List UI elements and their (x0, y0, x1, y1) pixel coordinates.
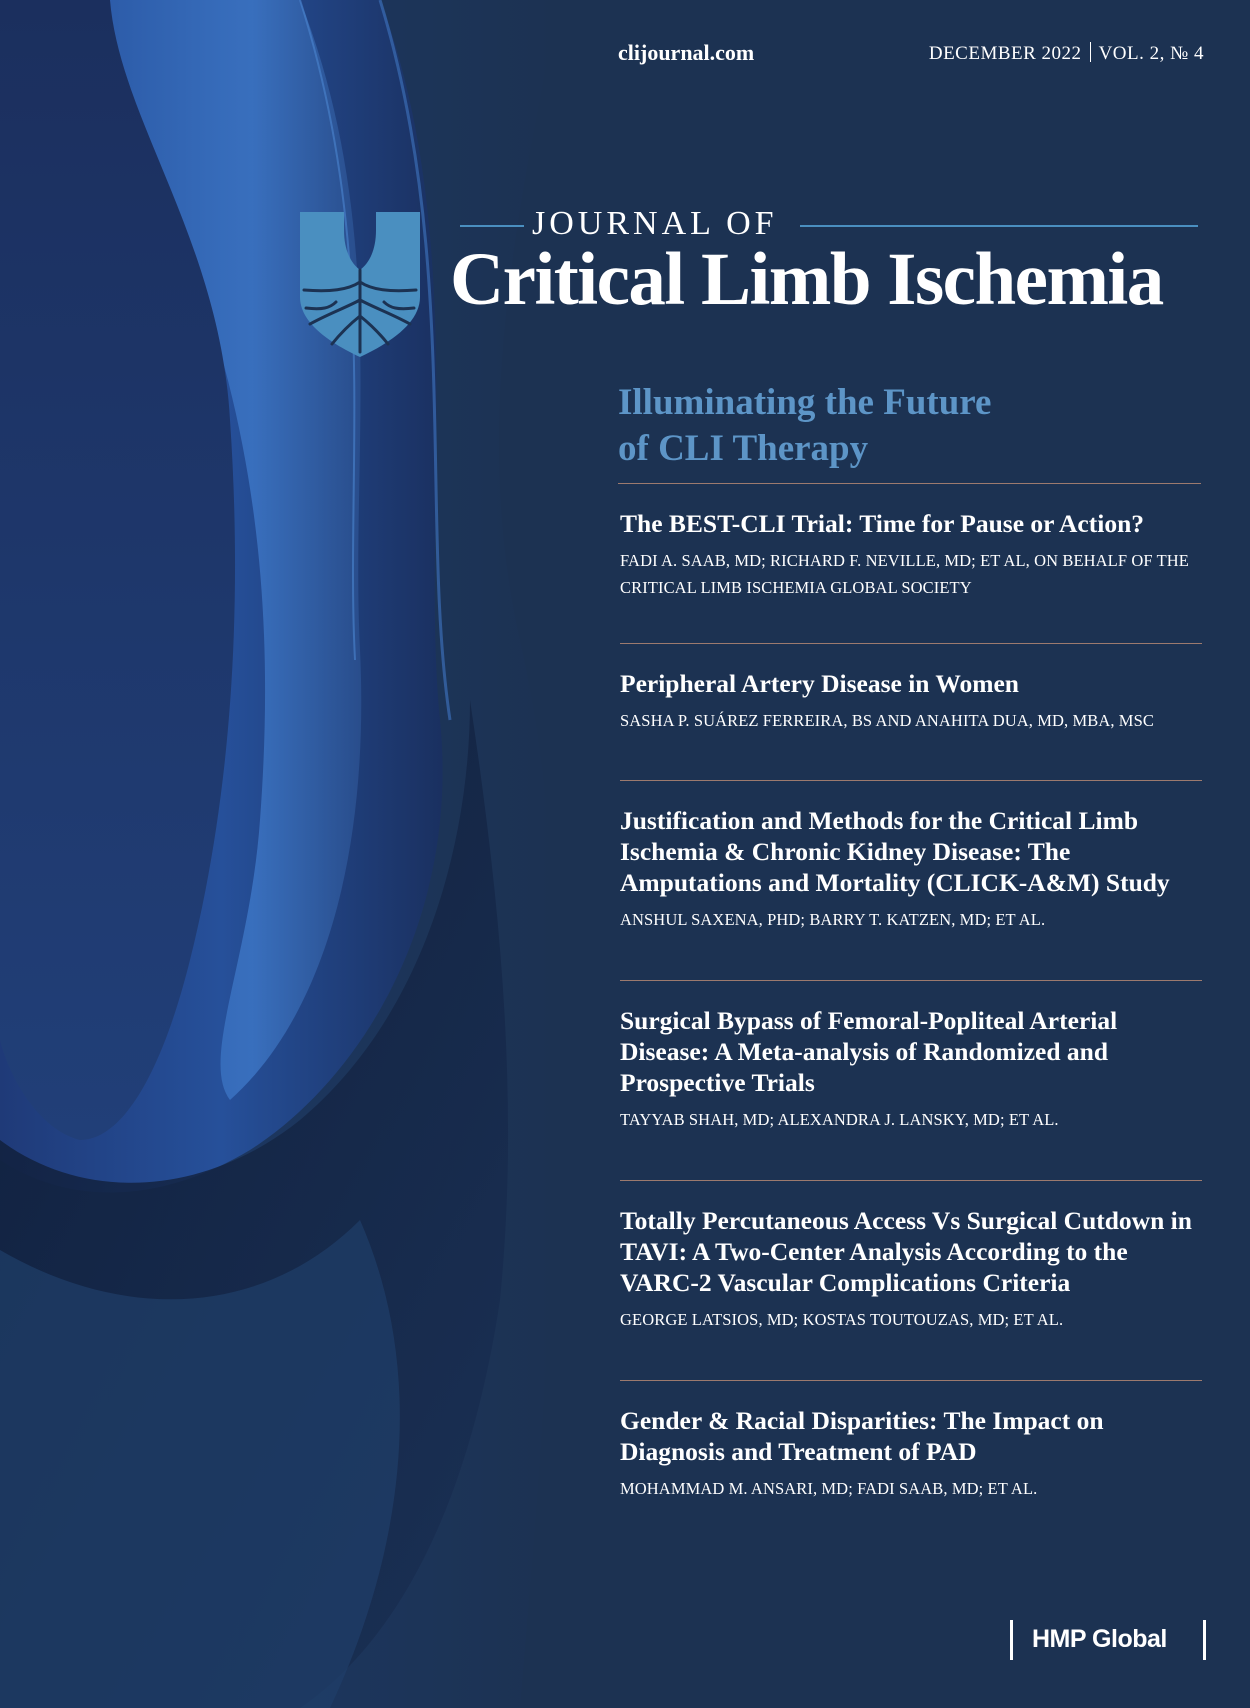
journal-title: Critical Limb Ischemia (450, 238, 1163, 321)
website-url[interactable]: clijournal.com (618, 40, 755, 65)
publisher-name: HMP Global (1032, 1625, 1167, 1653)
article-title: Totally Percutaneous Access Vs Surgical Cutdown in TAVI: A Two-Center Analysis According to the VARC-2 Vascular Complications Criteria (620, 1206, 1192, 1297)
tagline-line-2: of CLI Therapy (618, 428, 869, 469)
issue-date: DECEMBER 2022 (928, 43, 1082, 64)
issue-info (929, 42, 1204, 65)
article-title: Gender & Racial Disparities: The Impact on Diagnosis and Treatment of PAD (620, 1406, 1104, 1466)
article-authors: GEORGE LATSIOS, MD; KOSTAS TOUTOUZAS, MD; ET AL. (620, 1310, 1064, 1329)
issue-volume: VOL. 2, № 4 (1098, 43, 1204, 64)
article-item[interactable] (620, 484, 1202, 644)
article-title: Peripheral Artery Disease in Women (620, 669, 1019, 698)
article-authors: SASHA P. SUÁREZ FERREIRA, BS AND ANAHITA DUA, MD, MBA, MSC (620, 711, 1154, 730)
shield-roots-icon (300, 212, 420, 357)
article-authors: ANSHUL SAXENA, PHD; BARRY T. KATZEN, MD; ET AL. (620, 910, 1046, 929)
article-title: The BEST-CLI Trial: Time for Pause or Action? (620, 509, 1144, 538)
article-item[interactable] (620, 644, 1202, 781)
article-authors: TAYYAB SHAH, MD; ALEXANDRA J. LANSKY, MD; ET AL. (620, 1110, 1059, 1129)
article-authors: FADI A. SAAB, MD; RICHARD F. NEVILLE, MD; ET AL, ON BEHALF OF THE CRITICAL LIMB ISCHEMIA GLOBAL SOCIETY (620, 551, 1189, 597)
article-item[interactable] (620, 1181, 1202, 1381)
table-of-contents (620, 484, 1202, 1555)
article-title: Surgical Bypass of Femoral-Popliteal Arterial Disease: A Meta-analysis of Randomized and Prospective Trials (620, 1006, 1118, 1097)
masthead-rule-right (800, 225, 1198, 227)
cover-tagline (618, 380, 1178, 472)
article-item[interactable] (620, 981, 1202, 1181)
masthead-rule-left (460, 225, 524, 227)
cover-header (618, 40, 1204, 70)
article-item[interactable] (620, 1381, 1202, 1555)
issue-separator (1090, 42, 1091, 62)
publisher-bar-right (1203, 1620, 1206, 1660)
publisher-logo (1010, 1618, 1206, 1662)
publisher-bar-left (1010, 1620, 1013, 1660)
tagline-line-1: Illuminating the Future (618, 382, 992, 423)
article-item[interactable] (620, 781, 1202, 981)
article-title: Justification and Methods for the Critical Limb Ischemia & Chronic Kidney Disease: The Amputations and Mortality (CLICK-A&M) Study (620, 806, 1170, 897)
article-authors: MOHAMMAD M. ANSARI, MD; FADI SAAB, MD; ET AL. (620, 1479, 1038, 1498)
masthead-prefix: JOURNAL OF (532, 205, 778, 242)
